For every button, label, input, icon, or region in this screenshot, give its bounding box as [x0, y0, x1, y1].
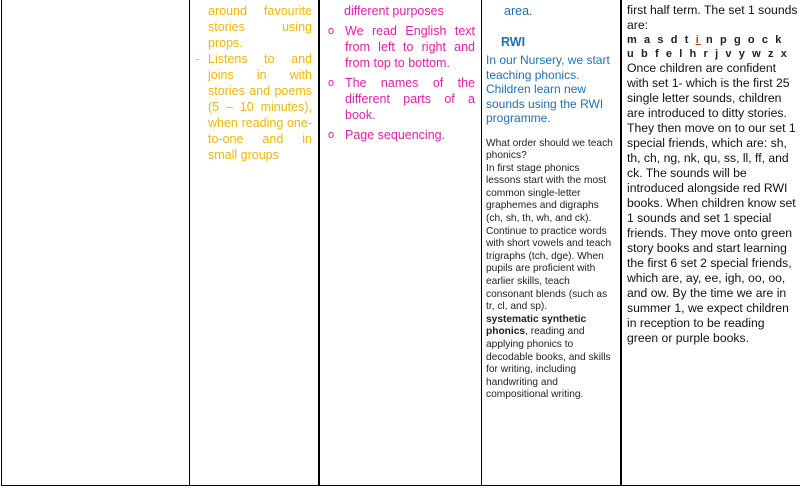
bullet-list [330, 23, 475, 143]
ssp-text [486, 314, 616, 402]
list-item-text: Page sequencing. [345, 128, 446, 142]
letters-part: m a s d t [627, 34, 696, 46]
set1-letters-line1 [627, 33, 799, 47]
circle-bullet-icon: o [328, 25, 335, 37]
sounds-body: Once children are confident with set 1- which is the first 25 single letter sounds, children are introduced to ditty stories. They then move on to our set 1 special friends, which are: sh, th, ch, ng, nk, qu, ss, ll, ff, and ck. The sounds will be introduced alongside red RWI books. When children know set 1 sounds and set 1 special friends. They move onto green story books and start learning the first 6 set 2 special friends, which are, ay, ee, igh, oo, oo, and ow. By the time we are in summer 1, we expect children in reception to be reading green or purple books. [627, 61, 796, 345]
ssp-rest: , reading and applying phonics to decodable books, and skills for writing, including handwriting and compositional writing. [486, 326, 611, 401]
phonics-order-text [486, 138, 616, 402]
table-cell-empty [2, 0, 190, 486]
ssp-bold-term: systematic synthetic phonics [486, 313, 587, 338]
list-item [330, 23, 475, 71]
phonics-explanation: In first stage phonics lessons start with the most common single-letter graphemes and digraphs (ch, sh, th, wh, and ck). Continue to practice words with short vowels and teach trigraphs (tch, dge). When pupils are proficient with earlier skills, teach consonant blends (such as tr, cl, and sp). [486, 162, 612, 313]
cell-text-purposes: different purposes [344, 4, 444, 18]
sounds-intro: first half term. The set 1 sounds are: [627, 3, 798, 32]
list-item [330, 75, 475, 123]
curriculum-table [1, 0, 800, 486]
cell-text-area: area. [504, 4, 533, 18]
cell-text-favourite-stories: around favourite stories using props. [208, 4, 312, 50]
table-cell-rwi [482, 0, 622, 486]
table-cell-sounds [621, 0, 800, 486]
letters-part: n p g o c k [700, 34, 784, 46]
table-cell-book-concepts [319, 0, 482, 486]
table-row [2, 0, 800, 486]
set1-letters-line2: u b f e l h r j v y w z x [627, 48, 789, 60]
phonics-question: What order should we teach phonics? [486, 137, 613, 162]
table-cell-listening [190, 0, 320, 486]
list-item [195, 51, 312, 163]
list-item [330, 127, 475, 143]
list-item-text: The names of the different parts of a book. [345, 76, 475, 122]
list-item-text: We read English text from left to right and from top to bottom. [345, 24, 475, 70]
rwi-description: In our Nursery, we start teaching phonics. Children learn new sounds using the RWI programme. [486, 53, 610, 125]
list-item-text: Listens to and joins in with stories and poems (5 – 10 minutes), when reading one-to-one and in small groups [208, 52, 312, 162]
circle-bullet-icon: o [328, 77, 335, 89]
letter-i-highlighted: i [695, 34, 701, 46]
rwi-heading: RWI [501, 35, 526, 49]
dash-bullet: - [195, 52, 200, 66]
circle-bullet-icon: o [328, 129, 335, 141]
